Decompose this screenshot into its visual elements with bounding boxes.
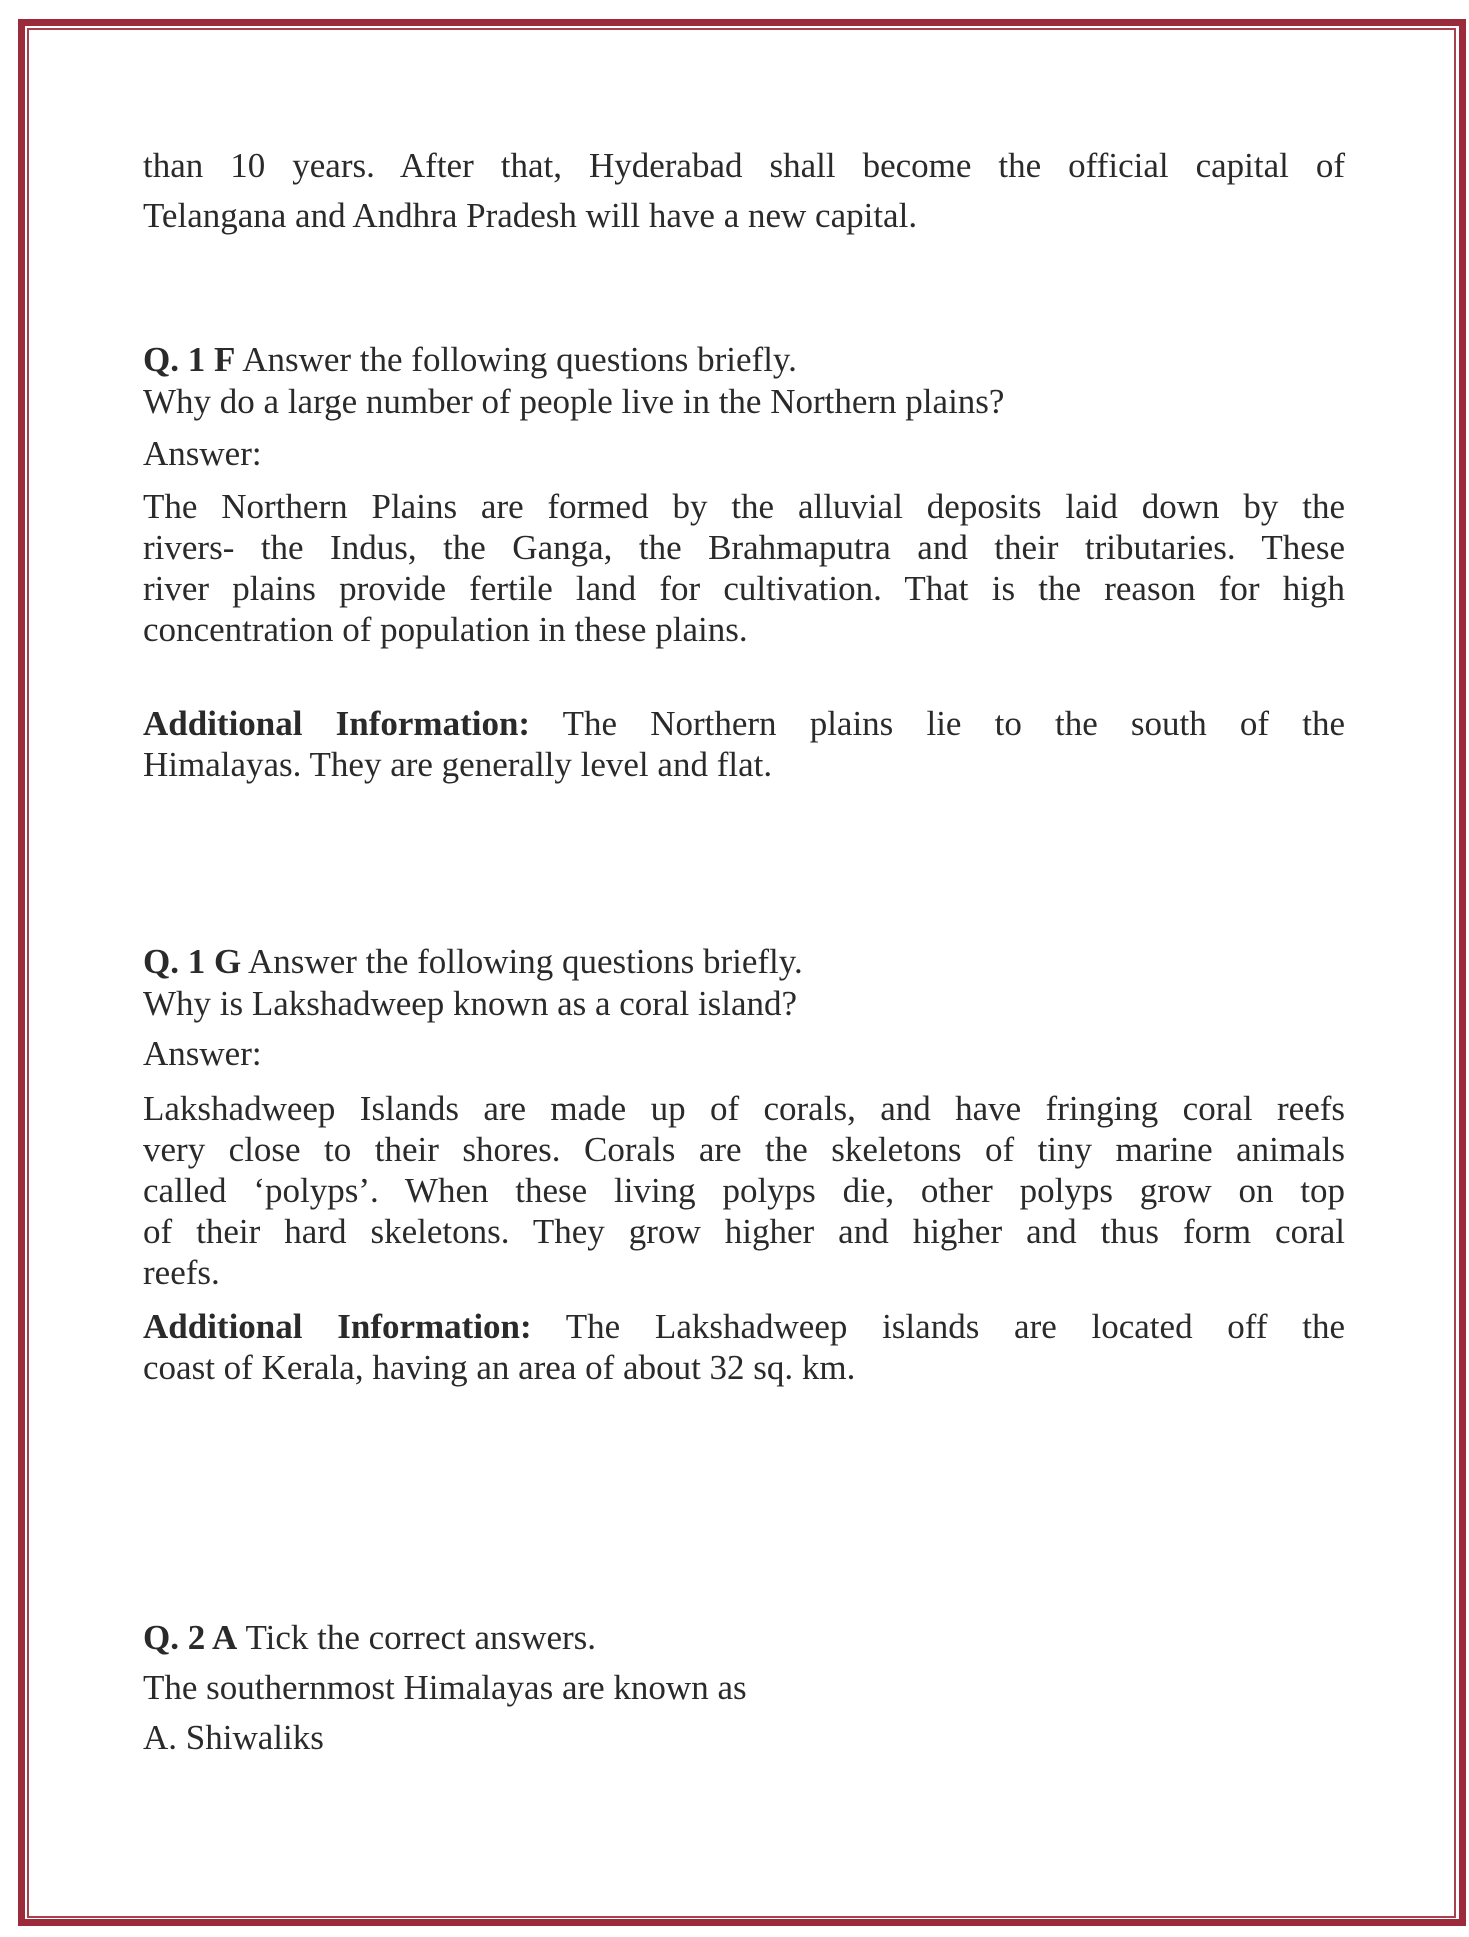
question-1f-text: Why do a large number of people live in the Northern plains? <box>143 382 1005 421</box>
intro-line-2: Telangana and Andhra Pradesh will have a new capital. <box>143 196 918 235</box>
question-2a <box>143 1613 1345 1763</box>
answer-line: Lakshadweep Islands are made up of corals, and have fringing coral reefs <box>143 1089 1345 1128</box>
question-1f-answer-label <box>143 433 1345 474</box>
answer-line: called ‘polyps’. When these living polyps die, other polyps grow on top <box>143 1171 1345 1210</box>
additional-info-text: The Northern plains lie to the south of the <box>562 704 1345 743</box>
question-1g-text: Why is Lakshadweep known as a coral island? <box>143 984 798 1023</box>
question-1g-header <box>143 941 1345 1025</box>
question-1f-answer <box>143 486 1345 650</box>
question-1f-instruction: Answer the following questions briefly. <box>242 340 797 379</box>
answer-line: river plains provide fertile land for cultivation. That is the reason for high <box>143 569 1345 608</box>
question-1g-title <box>143 941 1345 983</box>
additional-info-line-2: coast of Kerala, having an area of about 32 sq. km. <box>143 1348 856 1387</box>
question-1f-header <box>143 339 1345 423</box>
additional-info-label: Additional Information: <box>143 1307 532 1346</box>
question-2a-instruction: Tick the correct answers. <box>245 1618 596 1657</box>
answer-line: concentration of population in these plains. <box>143 610 748 649</box>
question-1f-title <box>143 339 1345 381</box>
additional-info-label: Additional Information: <box>143 704 531 743</box>
intro-paragraph <box>143 141 1345 241</box>
answer-line: rivers- the Indus, the Ganga, the Brahmaputra and their tributaries. These <box>143 528 1345 567</box>
answer-option-a[interactable]: A. Shiwaliks <box>143 1718 324 1757</box>
question-1g-answer <box>143 1088 1345 1293</box>
question-1f-label: Q. 1 F <box>143 340 236 379</box>
additional-info-text: The Lakshadweep islands are located off the <box>565 1307 1345 1346</box>
question-2a-title <box>143 1613 1345 1663</box>
question-1g-additional-info <box>143 1306 1345 1388</box>
answer-line: very close to their shores. Corals are the skeletons of tiny marine animals <box>143 1130 1345 1169</box>
question-1f-additional-info <box>143 703 1345 785</box>
answer-line: of their hard skeletons. They grow higher and higher and thus form coral <box>143 1212 1345 1251</box>
answer-line: reefs. <box>143 1253 220 1292</box>
question-1g-instruction: Answer the following questions briefly. <box>248 942 803 981</box>
additional-info-line-1 <box>143 703 1345 744</box>
intro-line-1: than 10 years. After that, Hyderabad shall become the official capital of <box>143 146 1345 185</box>
additional-info-line-1 <box>143 1306 1345 1347</box>
question-1g-label: Q. 1 G <box>143 942 242 981</box>
question-2a-text: The southernmost Himalayas are known as <box>143 1668 747 1707</box>
answer-label: Answer: <box>143 1034 262 1073</box>
answer-line: The Northern Plains are formed by the alluvial deposits laid down by the <box>143 487 1345 526</box>
additional-info-line-2: Himalayas. They are generally level and flat. <box>143 745 773 784</box>
answer-label: Answer: <box>143 434 262 473</box>
question-2a-label: Q. 2 A <box>143 1618 238 1657</box>
question-1g-answer-label <box>143 1033 1345 1074</box>
